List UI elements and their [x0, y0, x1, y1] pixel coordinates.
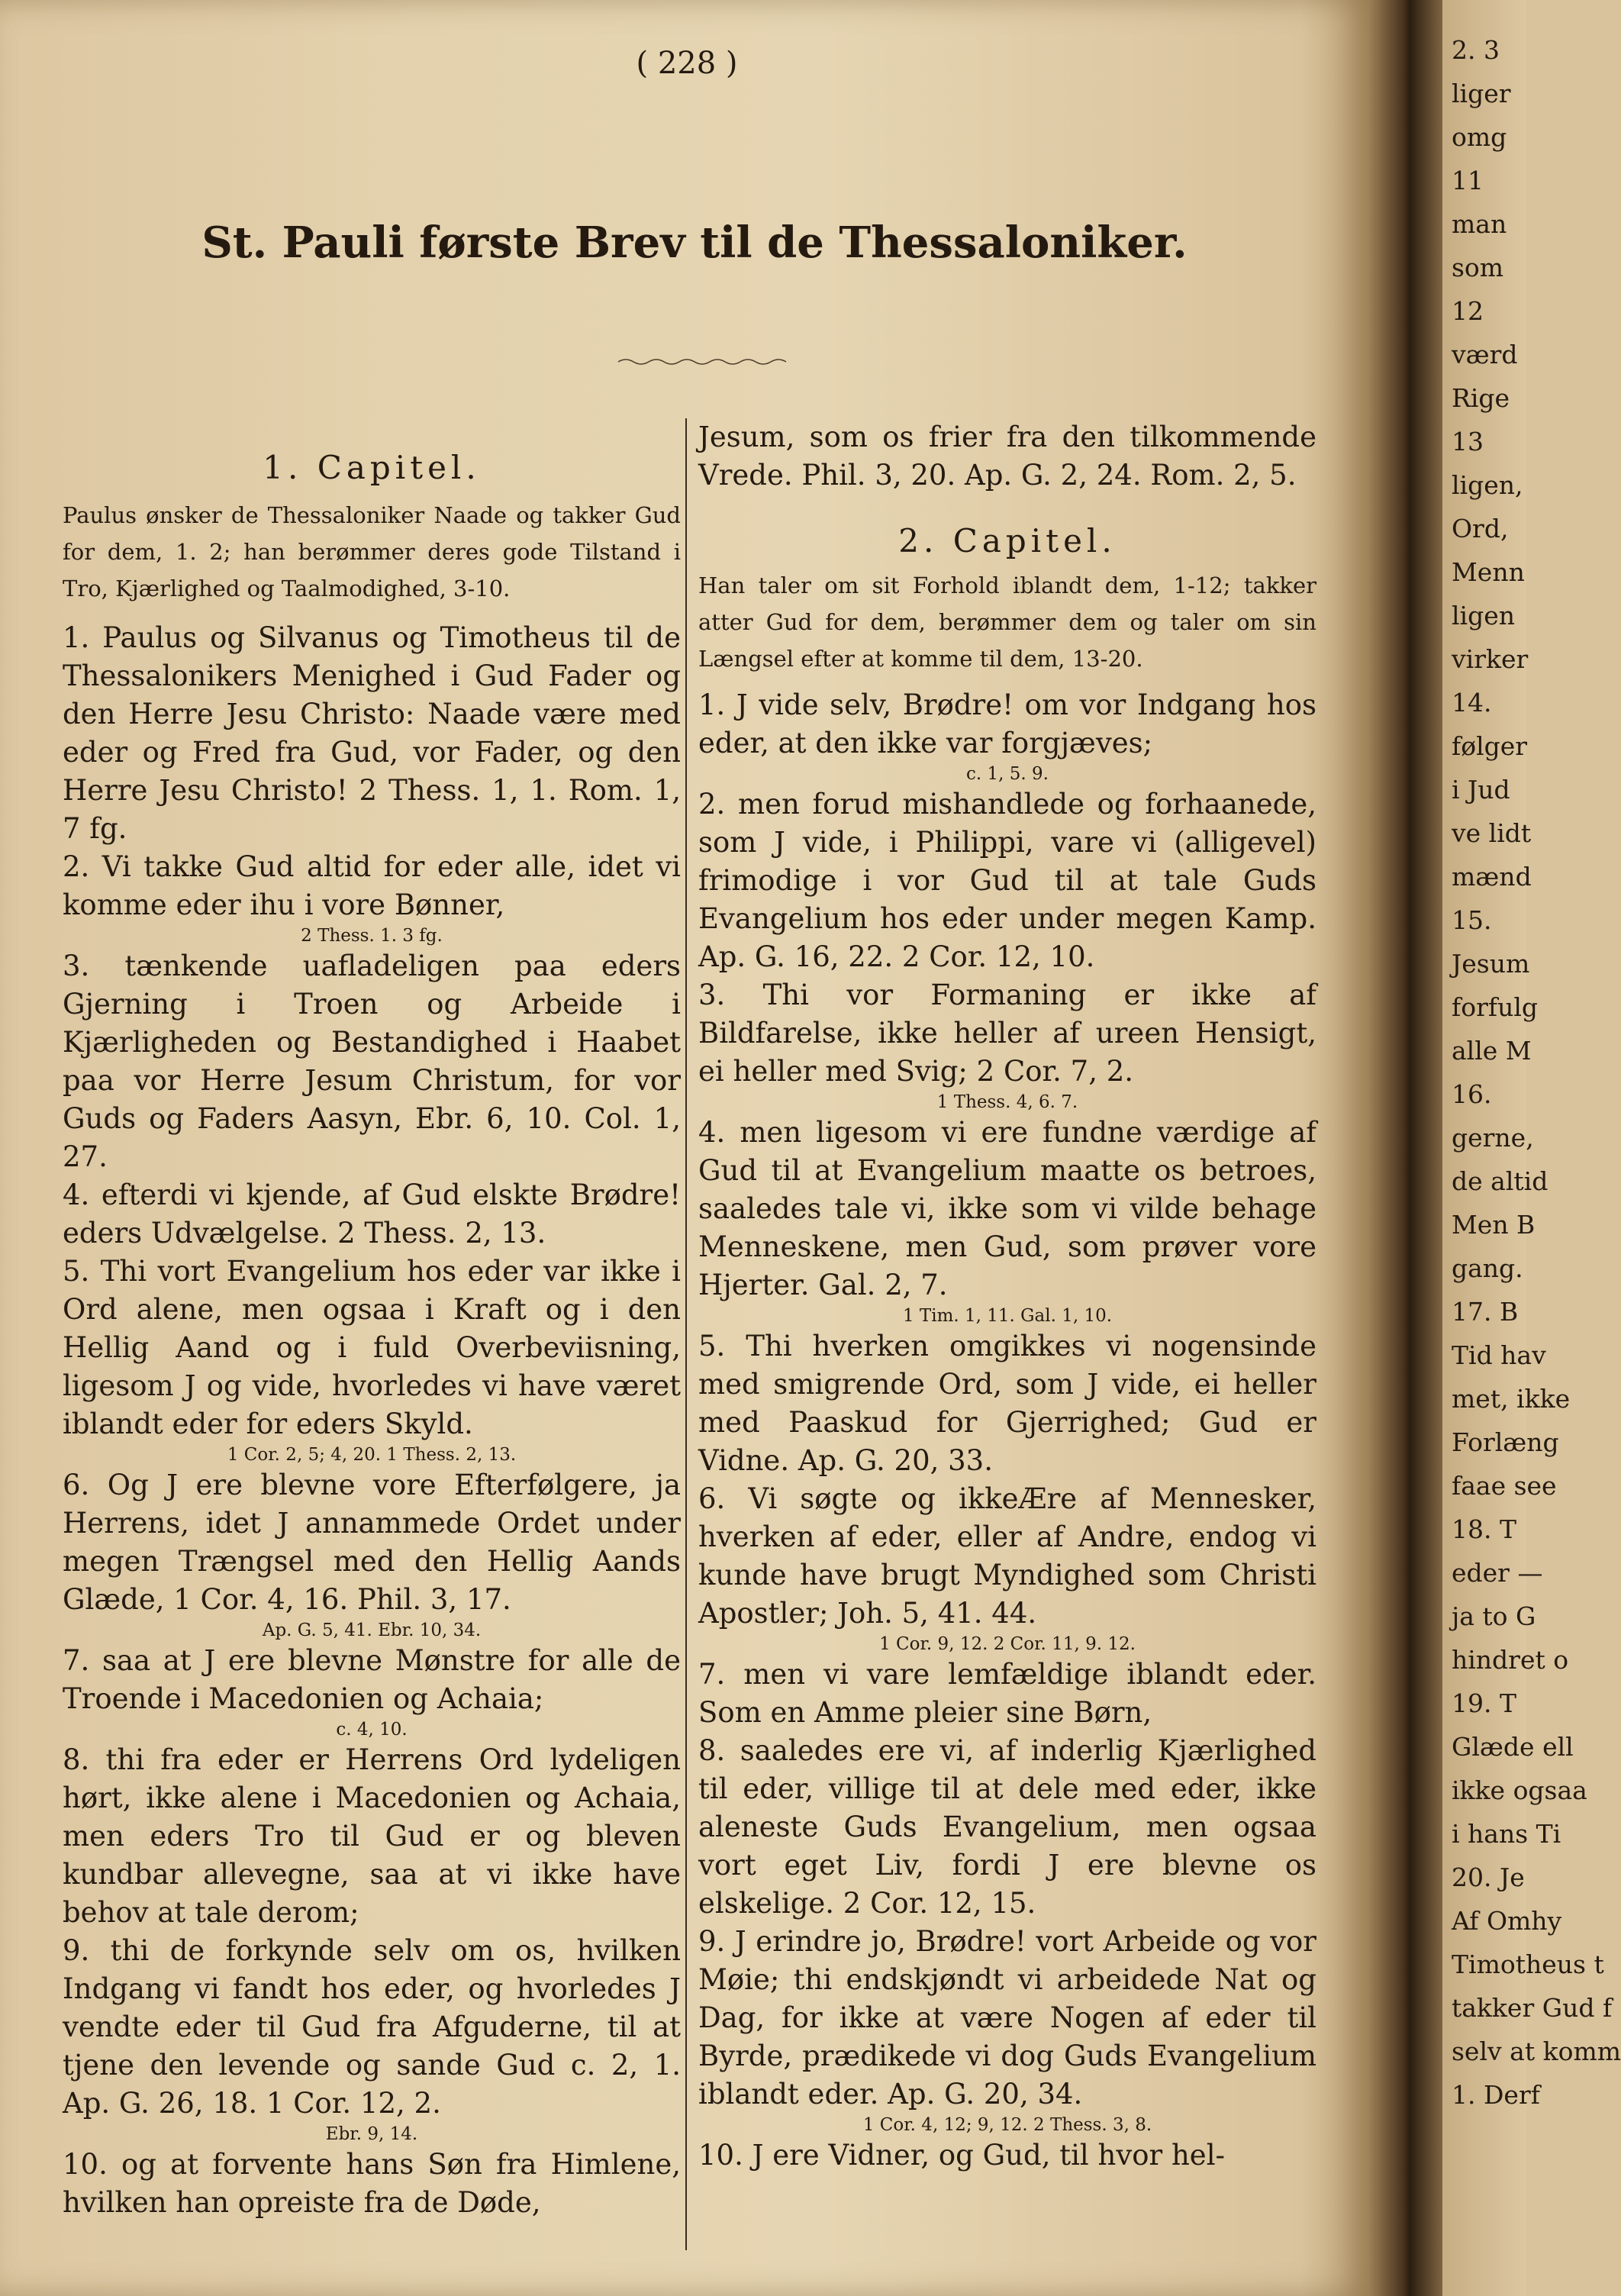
next-page-fragment: virker: [1452, 644, 1529, 674]
next-page-fragment: de altid: [1452, 1166, 1548, 1196]
next-page-fragment: 16.: [1452, 1079, 1492, 1109]
verse: 4. efterdi vi kjende, af Gud elskte Brødre! eders Udvælgelse. 2 Thess. 2, 13.: [63, 1179, 681, 1250]
next-page-fragment: Men B: [1452, 1210, 1536, 1240]
verse: 10. J ere Vidner, og Gud, til hvor hel-: [698, 2139, 1226, 2172]
next-page-fragment: 1. Derf: [1452, 2080, 1540, 2110]
next-page-fragment: liger: [1452, 79, 1511, 108]
next-page-fragment: omg: [1452, 122, 1507, 152]
verse: 4. men ligesom vi ere fundne værdige af Gud til at Evangelium maatte os betroes, saaledes tale vi, ikke som vi vilde behage Menneskene, men Gud, som prøver vore Hjerter. Gal. 2, 7.: [698, 1116, 1316, 1301]
verse: 6. Vi søgte og ikkeÆre af Mennesker, hverken af eder, eller af Andre, endog vi kunde have brugt Myndighed som Christi Apostler; Joh. 5, 41. 44.: [698, 1482, 1316, 1630]
cross-reference: 1 Tim. 1, 11. Gal. 1, 10.: [902, 1306, 1113, 1326]
next-page-fragment: faae see: [1452, 1471, 1557, 1501]
verse: 8. saaledes ere vi, af inderlig Kjærlighed til eder, villige til at dele med eder, ikke aleneste Guds Evangelium, men ogsaa vort eget Liv, fordi J ere blevne os elskelige. 2 Cor. 12, 15.: [698, 1734, 1316, 1920]
next-page-fragment: Timotheus t: [1452, 1949, 1604, 1979]
next-page-fragment: 14.: [1452, 688, 1492, 718]
next-page-fragment: ligen,: [1452, 470, 1523, 500]
next-page-fragment: Forlæng: [1452, 1427, 1559, 1457]
next-page-fragment: 12: [1452, 296, 1484, 326]
next-page-fragment: ja to G: [1452, 1601, 1536, 1631]
next-page-fragment: gang.: [1452, 1253, 1523, 1283]
next-page-fragment: met, ikke: [1452, 1384, 1571, 1414]
next-page-fragment: Tid hav: [1452, 1340, 1546, 1370]
next-page-fragment: 18. T: [1452, 1514, 1516, 1544]
next-page-fragment: Glæde ell: [1452, 1732, 1574, 1762]
column-divider: [685, 418, 687, 2250]
verse: 7. men vi vare lemfældige iblandt eder. Som en Amme pleier sine Børn,: [698, 1658, 1316, 1729]
next-page-fragment: ve lidt: [1452, 818, 1532, 848]
right-column: [698, 418, 1316, 2175]
next-page-fragment: mænd: [1452, 862, 1532, 892]
next-page-fragment: som: [1452, 253, 1504, 282]
cross-reference: 1 Cor. 2, 5; 4, 20. 1 Thess. 2, 13.: [227, 1445, 517, 1465]
next-page-fragment: hindret o: [1452, 1645, 1569, 1675]
cross-reference: c. 1, 5. 9.: [966, 764, 1049, 784]
next-page-fragment: 13: [1452, 427, 1484, 456]
next-page-fragment: Ord,: [1452, 514, 1509, 543]
next-page-fragment: eder —: [1452, 1558, 1543, 1588]
verse: 2. Vi takke Gud altid for eder alle, idet vi komme eder ihu i vore Bønner,: [63, 850, 681, 921]
next-page-fragment: i Jud: [1452, 775, 1510, 805]
next-page-fragment: Jesum: [1452, 949, 1530, 979]
next-page-fragment: 19. T: [1452, 1688, 1516, 1718]
next-page-fragment: følger: [1452, 731, 1528, 761]
next-page-fragment: ligen: [1452, 601, 1516, 630]
next-page-fragment: Rige: [1452, 383, 1510, 413]
next-page-fragment: selv at komm: [1452, 2036, 1621, 2066]
cross-reference: 2 Thess. 1. 3 fg.: [301, 926, 443, 946]
verse: 6. Og J ere blevne vore Efterfølgere, ja Herrens, idet J annammede Ordet under megen Trængsel med den Hellig Aands Glæde, 1 Cor. 4, 16. Phil. 3, 17.: [63, 1469, 681, 1616]
next-page-fragment: i hans Ti: [1452, 1819, 1561, 1849]
next-page-edge: [1442, 0, 1621, 2296]
next-page-fragment: Af Omhy: [1452, 1906, 1562, 1936]
next-page-fragment: forfulg: [1452, 992, 1539, 1022]
verse: 3. tænkende uafladeligen paa eders Gjerning i Troen og Arbeide i Kjærligheden og Bestandighed i Haabet paa vor Herre Jesum Christum, for vor Guds og Faders Aasyn, Ebr. 6, 10. Col. 1, 27.: [63, 950, 681, 1173]
cross-reference: c. 4, 10.: [336, 1720, 408, 1740]
next-page-fragment: alle M: [1452, 1036, 1532, 1066]
verse: 9. thi de forkynde selv om os, hvilken Indgang vi fandt hos eder, og hvorledes J vendte eder til Gud fra Afguderne, til at tjene den levende og sande Gud c. 2, 1. Ap. G. 26, 18. 1 Cor. 12, 2.: [63, 1934, 681, 2120]
verse: Jesum, som os frier fra den tilkommende Vrede. Phil. 3, 20. Ap. G. 2, 24. Rom. 2, 5.: [698, 421, 1316, 492]
next-page-fragment: 15.: [1452, 905, 1492, 935]
next-page-fragment: 17. B: [1452, 1297, 1519, 1327]
left-column: [63, 418, 681, 2222]
next-page-fragment: 11: [1452, 166, 1484, 195]
verse: 5. Thi hverken omgikkes vi nogensinde med smigrende Ord, som J vide, ei heller med Paaskud for Gjerrighed; Gud er Vidne. Ap. G. 20, 33.: [698, 1330, 1316, 1477]
next-page-fragment: takker Gud f: [1452, 1993, 1613, 2023]
cross-reference: 1 Cor. 4, 12; 9, 12. 2 Thess. 3, 8.: [862, 2115, 1152, 2135]
cross-reference: 1 Cor. 9, 12. 2 Cor. 11, 9. 12.: [879, 1634, 1136, 1654]
verse: 8. thi fra eder er Herrens Ord lydeligen hørt, ikke alene i Macedonien og Achaia, men eders Tro til Gud er og bleven kundbar allevegne, saa at vi ikke have behov at tale derom;: [63, 1743, 681, 1929]
verse: 7. saa at J ere blevne Mønstre for alle de Troende i Macedonien og Achaia;: [63, 1644, 681, 1715]
next-page-fragment: ikke ogsaa: [1452, 1775, 1587, 1805]
verse: 2. men forud mishandlede og forhaanede, som J vide, i Philippi, vare vi (alligevel) frimodige i vor Gud til at tale Guds Evangelium hos eder under megen Kamp. Ap. G. 16, 22. 2 Cor. 12, 10.: [698, 788, 1316, 973]
chapter-summary: Han taler om sit Forhold iblandt dem, 1-12; takker atter Gud for dem, berømmer dem og taler om sin Længsel efter at komme til dem, 13-20.: [698, 572, 1316, 672]
next-page-fragment: gerne,: [1452, 1123, 1534, 1153]
cross-reference: Ebr. 9, 14.: [325, 2124, 418, 2144]
chapter-heading: 2. Capitel.: [898, 522, 1117, 559]
ornament-divider: [618, 357, 786, 366]
verse: 1. J vide selv, Brødre! om vor Indgang hos eder, at den ikke var forgjæves;: [698, 688, 1316, 759]
cross-reference: Ap. G. 5, 41. Ebr. 10, 34.: [262, 1620, 482, 1640]
page-number: ( 228 ): [636, 46, 738, 81]
next-page-fragment: 20. Je: [1452, 1862, 1525, 1892]
verse: 5. Thi vort Evangelium hos eder var ikke i Ord alene, men ogsaa i Kraft og i den Hellig Aand og i fuld Overbeviisning, ligesom J og vide, hvorledes vi have været iblandt eder for eders Skyld.: [63, 1255, 681, 1440]
verse: 9. J erindre jo, Brødre! vort Arbeide og vor Møie; thi endskjøndt vi arbeidede Nat og Dag, for ikke at være Nogen af eder til Byrde, prædikede vi dog Guds Evangelium iblandt eder. Ap. G. 20, 34.: [698, 1925, 1316, 2111]
verse: 1. Paulus og Silvanus og Timotheus til de Thessalonikers Menighed i Gud Fader og den Herre Jesu Christo: Naade være med eder og Fred fra Gud, vor Fader, og den Herre Jesu Christo! 2 Thess. 1, 1. Rom. 1, 7 fg.: [63, 621, 681, 845]
book-gutter: [1370, 0, 1442, 2296]
verse: 3. Thi vor Formaning er ikke af Bildfarelse, ikke heller af ureen Hensigt, ei heller med Svig; 2 Cor. 7, 2.: [698, 979, 1316, 1088]
next-page-fragment: 2. 3: [1452, 35, 1500, 65]
chapter-summary: Paulus ønsker de Thessaloniker Naade og takker Gud for dem, 1. 2; han berømmer deres gode Tilstand i Tro, Kjærlighed og Taalmodighed, 3-10.: [63, 502, 681, 601]
page-title: St. Pauli første Brev til de Thessaloniker.: [201, 218, 1188, 268]
chapter-heading: 1. Capitel.: [263, 449, 481, 486]
next-page-fragment: værd: [1452, 340, 1518, 369]
next-page-fragment: man: [1452, 209, 1507, 239]
cross-reference: 1 Thess. 4, 6. 7.: [936, 1092, 1078, 1112]
next-page-fragment: Menn: [1452, 557, 1525, 587]
verse: 10. og at forvente hans Søn fra Himlene, hvilken han opreiste fra de Døde,: [63, 2148, 681, 2219]
